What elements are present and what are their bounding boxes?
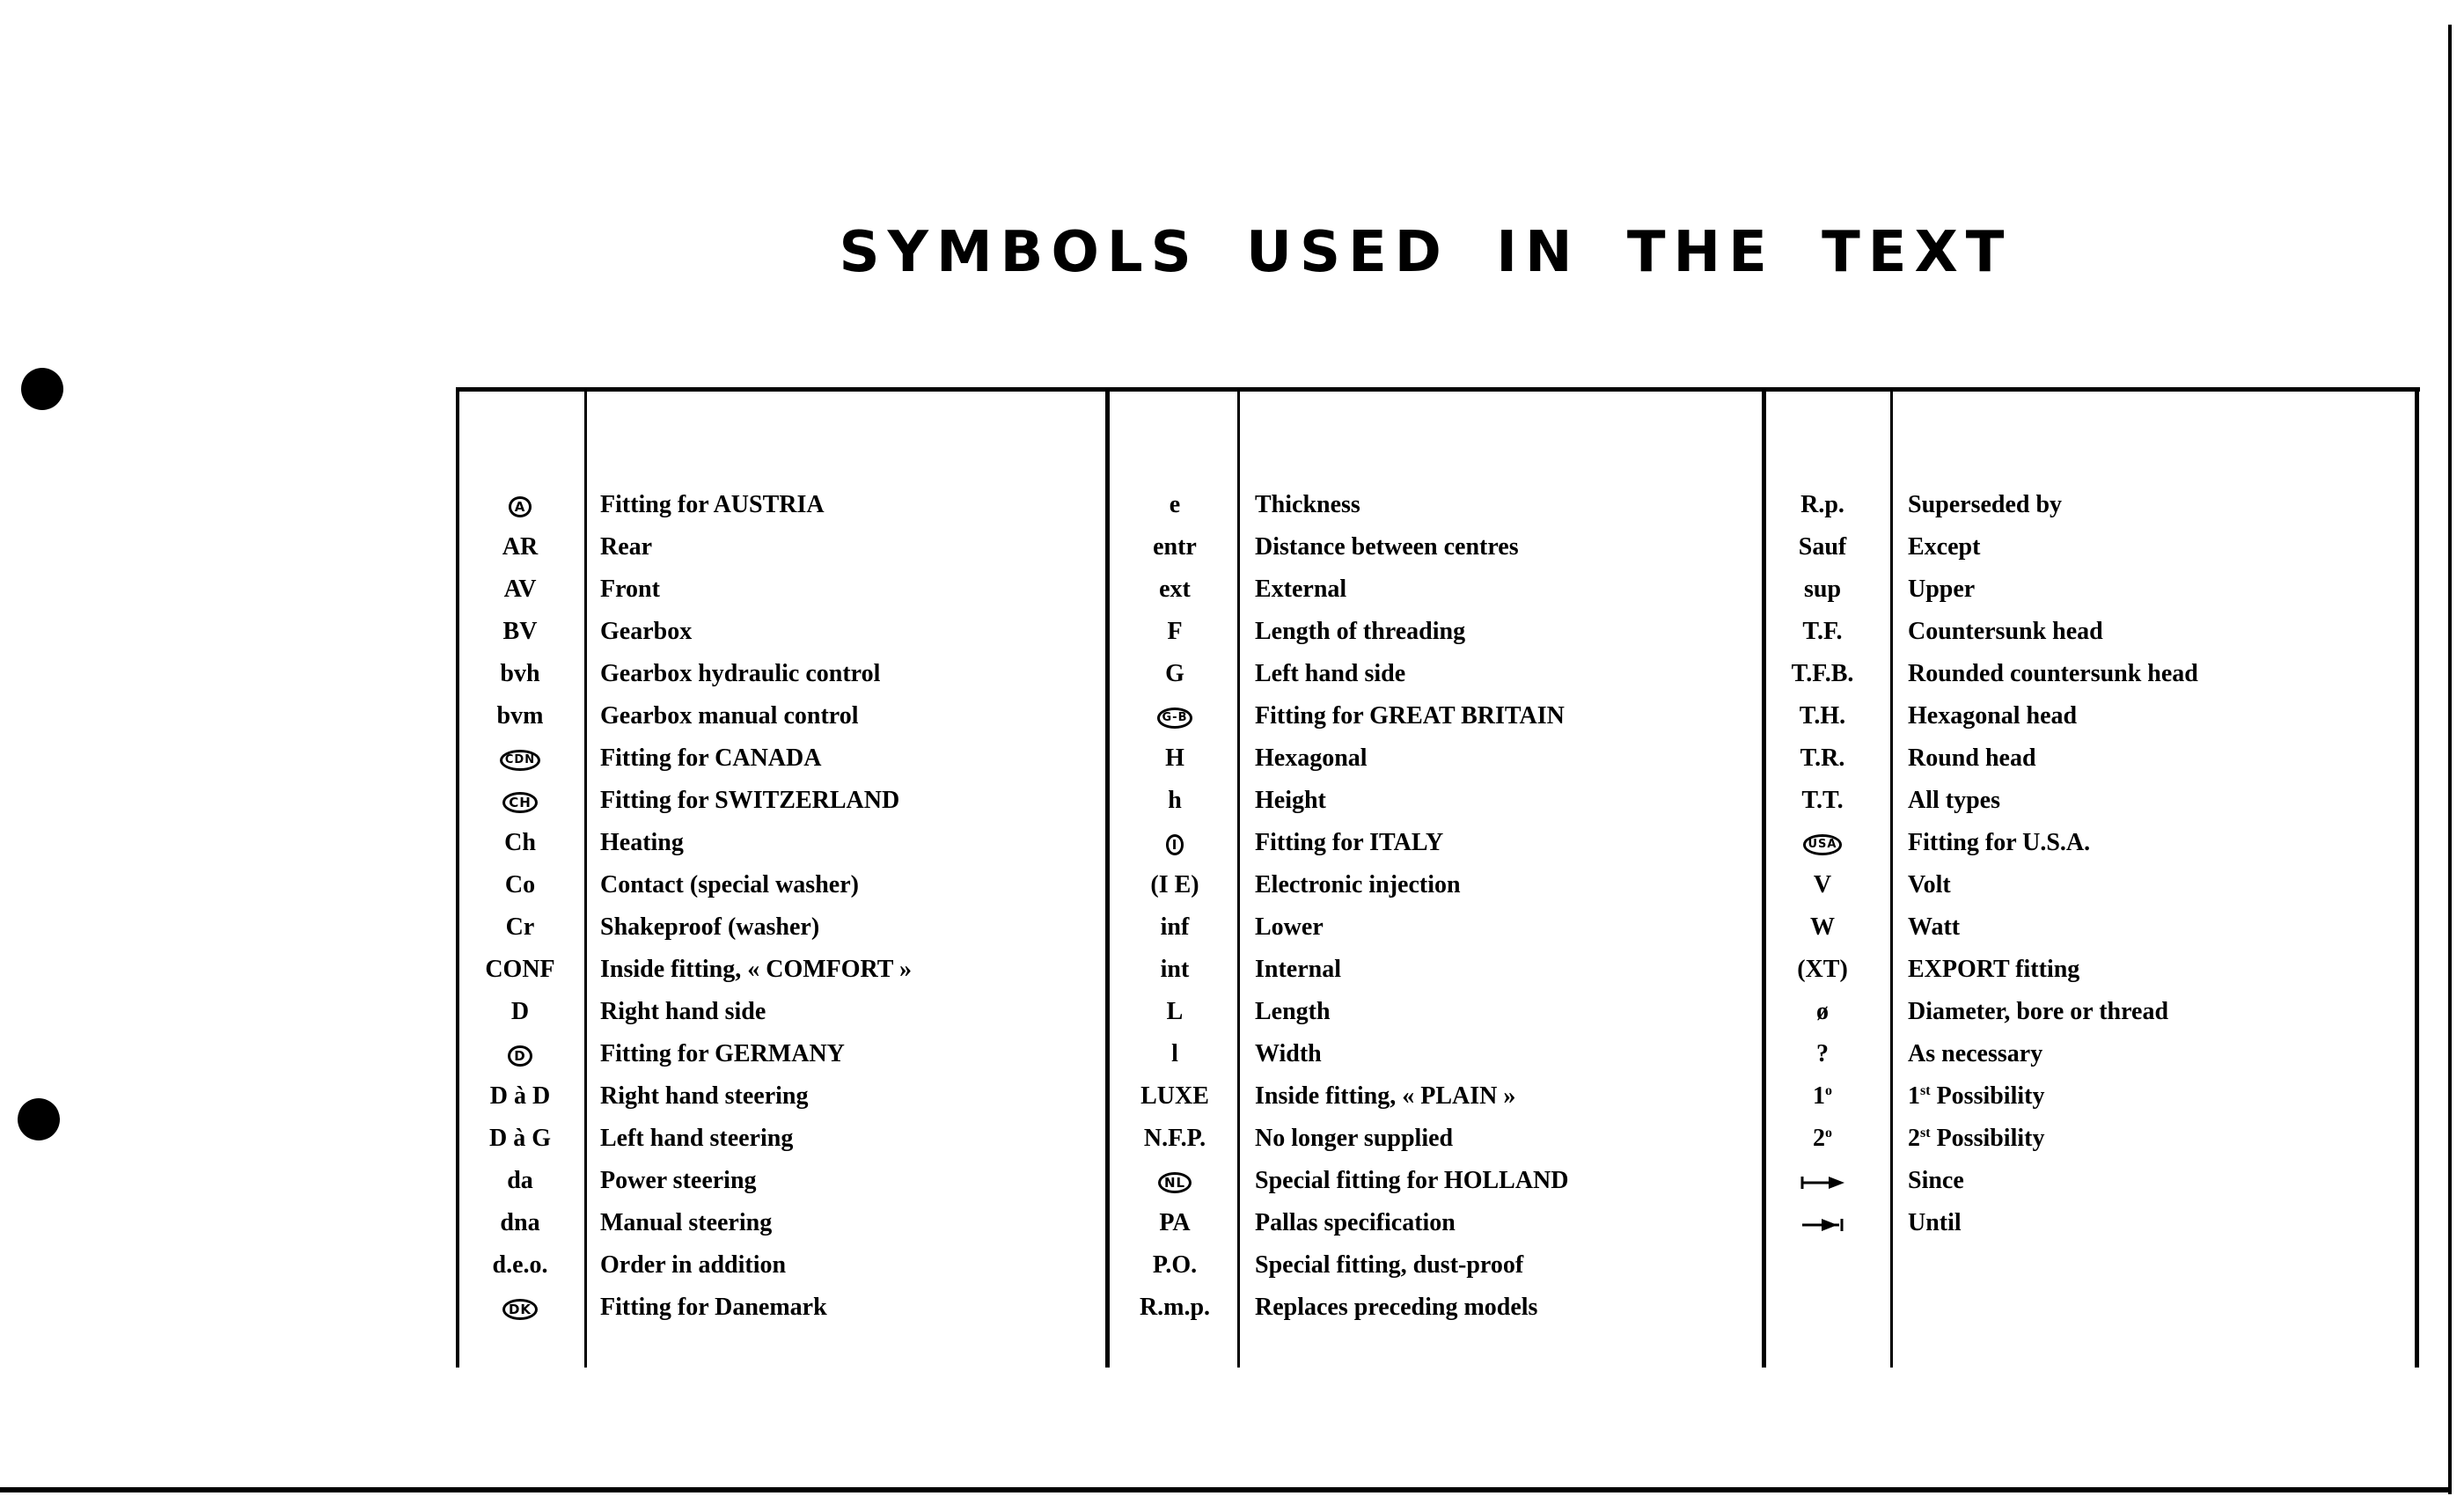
symbol-cell xyxy=(454,780,586,822)
description-cell xyxy=(600,949,912,991)
description-text: Length of threading xyxy=(1255,618,1466,645)
symbol-text: ? xyxy=(1816,1040,1829,1067)
description-cell xyxy=(600,737,821,780)
symbol-cell xyxy=(1756,1075,1888,1118)
page-title: SYMBOLS USED IN THE TEXT xyxy=(839,220,2013,285)
symbol-cell xyxy=(1756,568,1888,611)
description-text: Fitting for SWITZERLAND xyxy=(600,787,900,814)
description-text: Round head xyxy=(1908,744,2036,772)
description-text: Hexagonal xyxy=(1255,744,1368,772)
description-cell xyxy=(600,1118,793,1160)
symbol-cell xyxy=(1109,822,1241,864)
description-text: Rounded countersunk head xyxy=(1908,660,2198,687)
symbol-text: int xyxy=(1160,956,1190,983)
description-text: Gearbox manual control xyxy=(600,702,859,730)
symbol-cell xyxy=(1109,864,1241,906)
description-text: No longer supplied xyxy=(1255,1125,1454,1152)
description-cell xyxy=(1908,822,2090,864)
description-cell xyxy=(1908,653,2198,695)
symbol-text: bvm xyxy=(496,702,544,730)
symbol-text: ø xyxy=(1816,998,1829,1025)
description-cell xyxy=(1255,864,1461,906)
symbol-cell xyxy=(1756,484,1888,526)
description-text: Width xyxy=(1255,1040,1322,1067)
description-text: Fitting for AUSTRIA xyxy=(600,491,825,518)
description-cell xyxy=(1908,991,2168,1033)
symbol-text: W xyxy=(1810,913,1835,941)
symbol-text: entr xyxy=(1153,533,1197,561)
symbol-cell xyxy=(1756,611,1888,653)
symbol-cell xyxy=(1109,695,1241,737)
description-cell xyxy=(1908,568,1975,611)
description-text: Manual steering xyxy=(600,1209,773,1236)
symbol-text: 1 xyxy=(1813,1082,1825,1110)
symbol-cell xyxy=(454,653,586,695)
country-code-badge-icon: NL xyxy=(1158,1172,1192,1193)
symbol-cell xyxy=(454,611,586,653)
description-text: Rear xyxy=(600,533,653,561)
column-divider xyxy=(1890,391,1893,1368)
description-text: Right hand steering xyxy=(600,1082,809,1110)
description-text: Heating xyxy=(600,829,684,856)
symbol-cell xyxy=(1756,737,1888,780)
description-text: Fitting for GERMANY xyxy=(600,1040,845,1067)
country-code-badge-icon: A xyxy=(509,496,532,517)
symbol-text: D xyxy=(510,998,530,1025)
description-text: Watt xyxy=(1908,913,1961,941)
description-text: Internal xyxy=(1255,956,1341,983)
description-text: Gearbox hydraulic control xyxy=(600,660,881,687)
symbol-cell xyxy=(1109,568,1241,611)
country-code-badge-icon: I xyxy=(1166,834,1184,855)
punch-hole-icon xyxy=(21,368,63,410)
description-cell xyxy=(600,484,825,526)
description-text: Fitting for ITALY xyxy=(1255,829,1444,856)
description-cell xyxy=(1908,1118,2044,1160)
symbol-cell xyxy=(1756,991,1888,1033)
symbol-cell xyxy=(454,526,586,568)
symbol-text: e xyxy=(1169,491,1181,518)
description-cell xyxy=(1255,1033,1322,1075)
description-text: Fitting for GREAT BRITAIN xyxy=(1255,702,1565,730)
symbol-text: T.T. xyxy=(1801,787,1844,814)
symbol-cell xyxy=(454,737,586,780)
symbol-superscript: o xyxy=(1825,1126,1832,1140)
symbol-text: Sauf xyxy=(1798,533,1847,561)
symbol-cell xyxy=(454,822,586,864)
symbol-cell xyxy=(1756,1118,1888,1160)
description-cell xyxy=(1908,1033,2042,1075)
symbol-cell xyxy=(1109,1287,1241,1329)
description-cell xyxy=(1908,1075,2044,1118)
punch-hole-icon xyxy=(18,1098,60,1140)
description-cell xyxy=(600,611,692,653)
symbol-cell xyxy=(1756,653,1888,695)
description-cell xyxy=(600,906,819,949)
symbol-cell xyxy=(1109,780,1241,822)
symbol-cell xyxy=(1756,695,1888,737)
symbol-text: da xyxy=(507,1167,533,1194)
description-text: Electronic injection xyxy=(1255,871,1461,898)
symbol-cell xyxy=(1756,906,1888,949)
symbol-cell xyxy=(454,949,586,991)
symbol-text: Cr xyxy=(505,913,535,941)
description-superscript: st xyxy=(1920,1126,1931,1140)
description-text: Thickness xyxy=(1255,491,1360,518)
symbol-text: R.p. xyxy=(1800,491,1844,518)
description-cell xyxy=(1908,484,2062,526)
description-cell xyxy=(1255,1244,1523,1287)
description-text: Special fitting for HOLLAND xyxy=(1255,1167,1569,1194)
symbol-text: D à G xyxy=(489,1125,551,1152)
symbol-text: L xyxy=(1166,998,1184,1025)
symbol-cell xyxy=(454,1118,586,1160)
description-text: Fitting for CANADA xyxy=(600,744,822,772)
symbol-cell xyxy=(454,906,586,949)
country-code-badge-icon: CH xyxy=(502,792,538,813)
description-cell xyxy=(1255,1287,1537,1329)
description-text: Left hand side xyxy=(1255,660,1406,687)
description-text: Inside fitting, « PLAIN » xyxy=(1255,1082,1516,1110)
country-code-badge-icon: DK xyxy=(502,1299,538,1320)
until-arrow-icon xyxy=(1799,1216,1846,1234)
symbol-text: (I E) xyxy=(1150,871,1199,898)
symbol-text: 2 xyxy=(1813,1125,1825,1152)
table-top-border xyxy=(456,387,2420,392)
symbol-cell xyxy=(454,484,586,526)
symbol-text: dna xyxy=(500,1209,540,1236)
symbol-cell xyxy=(454,1287,586,1329)
symbol-cell xyxy=(1109,484,1241,526)
symbol-text: (XT) xyxy=(1797,956,1848,983)
symbol-cell xyxy=(1109,1160,1241,1202)
description-cell xyxy=(1255,1160,1568,1202)
symbol-text: Co xyxy=(504,871,536,898)
description-text: Power steering xyxy=(600,1167,757,1194)
symbol-cell xyxy=(454,1075,586,1118)
description-text: Order in addition xyxy=(600,1251,787,1279)
symbol-text: BV xyxy=(502,618,538,645)
description-text: Special fitting, dust-proof xyxy=(1255,1251,1524,1279)
description-text: External xyxy=(1255,576,1347,603)
description-superscript: st xyxy=(1920,1083,1931,1098)
description-cell xyxy=(600,1033,845,1075)
symbol-text: h xyxy=(1168,787,1182,814)
symbol-text: R.m.p. xyxy=(1139,1294,1211,1321)
description-cell xyxy=(1255,1202,1456,1244)
description-text: Inside fitting, « COMFORT » xyxy=(600,956,912,983)
description-cell xyxy=(1255,653,1405,695)
symbol-text: N.F.P. xyxy=(1143,1125,1206,1152)
description-cell xyxy=(600,568,660,611)
description-text: Fitting for Danemark xyxy=(600,1294,827,1321)
symbol-cell xyxy=(1109,1075,1241,1118)
description-cell xyxy=(1908,949,2079,991)
description-cell xyxy=(600,864,859,906)
symbol-cell xyxy=(454,1033,586,1075)
symbol-text: ext xyxy=(1159,576,1191,603)
description-text: Distance between centres xyxy=(1255,533,1519,561)
symbol-cell xyxy=(454,991,586,1033)
description-cell xyxy=(1908,526,1980,568)
description-text: Lower xyxy=(1255,913,1324,941)
description-cell xyxy=(600,1244,786,1287)
description-text: Upper xyxy=(1908,576,1976,603)
symbol-cell xyxy=(454,568,586,611)
symbol-cell xyxy=(1109,526,1241,568)
description-text: Possibility xyxy=(1936,1125,2045,1152)
symbol-cell xyxy=(454,695,586,737)
description-cell xyxy=(1908,906,1960,949)
description-cell xyxy=(1908,737,2036,780)
symbol-cell xyxy=(1109,1202,1241,1244)
country-code-badge-icon: G-B xyxy=(1157,708,1193,729)
description-cell xyxy=(600,780,899,822)
description-text: Diameter, bore or thread xyxy=(1908,998,2169,1025)
description-cell xyxy=(1255,526,1519,568)
symbol-text: T.H. xyxy=(1799,702,1846,730)
symbol-text: G xyxy=(1165,660,1184,687)
description-prefix: 2 xyxy=(1908,1125,1920,1152)
description-text: Right hand side xyxy=(600,998,766,1025)
description-cell xyxy=(1908,780,2000,822)
country-code-badge-icon: CDN xyxy=(500,750,540,771)
description-text: Superseded by xyxy=(1908,491,2063,518)
description-cell xyxy=(1908,1160,1964,1202)
symbol-cell xyxy=(1756,1160,1888,1202)
description-cell xyxy=(1255,611,1465,653)
description-cell xyxy=(600,1202,772,1244)
description-text: Length xyxy=(1255,998,1331,1025)
description-cell xyxy=(1255,949,1341,991)
symbol-text: T.R. xyxy=(1800,744,1845,772)
description-text: Pallas specification xyxy=(1255,1209,1456,1236)
since-arrow-icon xyxy=(1799,1174,1846,1192)
description-text: Replaces preceding models xyxy=(1255,1294,1538,1321)
description-cell xyxy=(1255,695,1565,737)
symbol-text: sup xyxy=(1803,576,1842,603)
symbol-cell xyxy=(1756,526,1888,568)
symbol-cell xyxy=(1109,949,1241,991)
symbol-text: P.O. xyxy=(1152,1251,1198,1279)
description-cell xyxy=(1255,906,1324,949)
page-bottom-border xyxy=(0,1487,2452,1492)
symbol-text: d.e.o. xyxy=(492,1251,548,1279)
symbol-cell xyxy=(1109,737,1241,780)
description-cell xyxy=(1255,991,1331,1033)
country-code-badge-icon: D xyxy=(508,1045,532,1067)
symbol-text: AR xyxy=(502,533,539,561)
symbol-superscript: o xyxy=(1825,1083,1832,1098)
description-text: Countersunk head xyxy=(1908,618,2103,645)
symbol-text: CONF xyxy=(485,956,555,983)
description-cell xyxy=(1908,1202,1962,1244)
symbol-text: LUXE xyxy=(1140,1082,1209,1110)
description-cell xyxy=(600,1075,808,1118)
description-cell xyxy=(600,1160,757,1202)
symbol-cell xyxy=(1756,822,1888,864)
description-cell xyxy=(1255,1075,1515,1118)
symbol-cell xyxy=(454,1244,586,1287)
description-text: Possibility xyxy=(1936,1082,2045,1110)
symbol-text: T.F. xyxy=(1802,618,1843,645)
description-text: Contact (special washer) xyxy=(600,871,859,898)
description-text: Height xyxy=(1255,787,1326,814)
description-text: Shakeproof (washer) xyxy=(600,913,820,941)
description-cell xyxy=(600,695,858,737)
description-cell xyxy=(600,822,684,864)
country-code-badge-icon: USA xyxy=(1803,834,1843,855)
symbol-cell xyxy=(1109,1118,1241,1160)
description-text: All types xyxy=(1908,787,2000,814)
description-text: Fitting for U.S.A. xyxy=(1908,829,2091,856)
symbol-cell xyxy=(1756,864,1888,906)
description-cell xyxy=(600,526,652,568)
description-prefix: 1 xyxy=(1908,1082,1920,1110)
description-cell xyxy=(600,653,880,695)
symbol-cell xyxy=(1756,780,1888,822)
description-text: Until xyxy=(1908,1209,1962,1236)
table-right-border xyxy=(2415,391,2419,1368)
symbol-cell xyxy=(454,1202,586,1244)
symbol-cell xyxy=(454,1160,586,1202)
description-cell xyxy=(1908,695,2077,737)
description-cell xyxy=(1255,737,1368,780)
description-cell xyxy=(600,1287,827,1329)
description-cell xyxy=(1908,864,1951,906)
description-cell xyxy=(1255,1118,1453,1160)
description-cell xyxy=(1908,611,2103,653)
description-text: Gearbox xyxy=(600,618,693,645)
symbol-text: bvh xyxy=(500,660,540,687)
description-cell xyxy=(600,991,766,1033)
symbol-cell xyxy=(454,864,586,906)
description-text: Front xyxy=(600,576,660,603)
symbol-cell xyxy=(1109,906,1241,949)
description-text: Hexagonal head xyxy=(1908,702,2078,730)
symbol-cell xyxy=(1756,1033,1888,1075)
symbol-cell xyxy=(1109,653,1241,695)
symbol-cell xyxy=(1109,1033,1241,1075)
description-cell xyxy=(1255,568,1346,611)
description-text: Except xyxy=(1908,533,1981,561)
description-text: As necessary xyxy=(1908,1040,2043,1067)
symbol-text: F xyxy=(1167,618,1183,645)
description-cell xyxy=(1255,822,1443,864)
symbol-cell xyxy=(1756,1202,1888,1244)
description-text: Left hand steering xyxy=(600,1125,794,1152)
symbol-cell xyxy=(1109,611,1241,653)
symbol-text: PA xyxy=(1159,1209,1191,1236)
symbol-text: AV xyxy=(503,576,537,603)
description-text: Volt xyxy=(1908,871,1951,898)
symbol-cell xyxy=(1109,991,1241,1033)
symbol-cell xyxy=(1109,1244,1241,1287)
symbol-text: D à D xyxy=(489,1082,551,1110)
symbol-text: Ch xyxy=(504,829,536,856)
description-cell xyxy=(1255,780,1326,822)
symbol-text: l xyxy=(1171,1040,1178,1067)
description-cell xyxy=(1255,484,1360,526)
symbol-text: inf xyxy=(1160,913,1190,941)
description-text: EXPORT fitting xyxy=(1908,956,2080,983)
symbol-cell xyxy=(1756,949,1888,991)
description-text: Since xyxy=(1908,1167,1964,1194)
symbol-text: V xyxy=(1813,871,1832,898)
symbol-text: H xyxy=(1165,744,1184,772)
symbol-text: T.F.B. xyxy=(1791,660,1854,687)
